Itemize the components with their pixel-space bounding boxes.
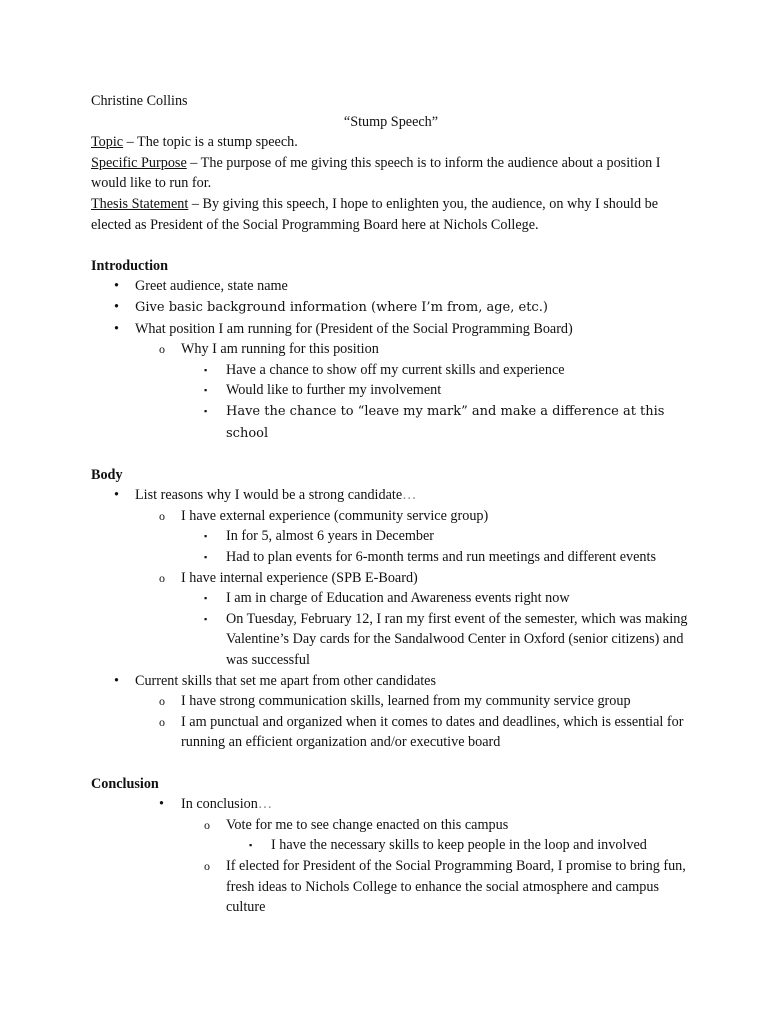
- bullet-icon: •: [114, 672, 119, 689]
- list-item: • In conclusion…: [91, 794, 691, 815]
- list-item: • List reasons why I would be a strong candidate…: [91, 485, 691, 506]
- introduction-heading: Introduction: [91, 257, 168, 274]
- document-content: [91, 91, 691, 918]
- topic-label: Topic: [91, 134, 124, 151]
- square-bullet-icon: ▪: [204, 593, 208, 604]
- introduction-list: [91, 276, 691, 444]
- list-item: ▪ Had to plan events for 6-month terms and run meetings and different events: [91, 547, 691, 568]
- thesis-label: Thesis Statement: [91, 195, 189, 212]
- list-item: o I have internal experience (SPB E-Board): [91, 568, 691, 589]
- list-item: ▪ Have a chance to show off my current skills and experience: [91, 360, 691, 381]
- author-name: Christine Collins: [91, 93, 188, 109]
- list-item: o I have strong communication skills, learned from my community service group: [91, 691, 691, 712]
- list-item: ▪ Have the chance to “leave my mark” and make a difference at this school: [91, 401, 691, 444]
- list-item: ▪ On Tuesday, February 12, I ran my first event of the semester, which was making Valentine’s Day cards for the Sandalwood Center in Oxford (senior citizens) and was successful: [204, 610, 688, 669]
- conclusion-list: [91, 794, 691, 918]
- square-bullet-icon: ▪: [204, 364, 208, 375]
- purpose-label: Specific Purpose: [91, 154, 187, 171]
- square-bullet-icon: ▪: [204, 385, 208, 396]
- list-item: • What position I am running for (President of the Social Programming Board): [91, 319, 691, 340]
- circle-bullet-icon: o: [159, 694, 165, 709]
- circle-bullet-icon: o: [204, 817, 210, 832]
- topic-text: – The topic is a stump speech.: [123, 134, 298, 151]
- bullet-icon: •: [114, 320, 119, 337]
- list-item: o I have external experience (community service group): [91, 506, 691, 527]
- list-item: ▪ In for 5, almost 6 years in December: [91, 526, 691, 547]
- thesis-line: [91, 194, 691, 235]
- list-item: o If elected for President of the Social Programming Board, I promise to bring fun, fresh ideas to Nichols College to enhance the social atmosphere and campus culture: [204, 857, 686, 916]
- list-item: • Greet audience, state name: [91, 276, 691, 297]
- circle-bullet-icon: o: [159, 508, 165, 523]
- purpose-text: – The purpose of me giving this speech is to inform the audience about a position I would like to run for.: [91, 154, 661, 192]
- thesis-text: – By giving this speech, I hope to enlighten you, the audience, on why I should be elected as President of the Social Programming Board here at Nichols College.: [91, 195, 659, 233]
- bullet-icon: •: [159, 796, 164, 813]
- bullet-icon: •: [114, 278, 119, 295]
- list-item: o I am punctual and organized when it comes to dates and deadlines, which is essential for running an efficient organization and/or executive board: [159, 713, 684, 751]
- bullet-icon: •: [114, 487, 119, 504]
- ellipsis: …: [257, 796, 273, 813]
- list-item: o Vote for me to see change enacted on this campus: [91, 815, 691, 836]
- list-item: • Give basic background information (where I’m from, age, etc.): [91, 297, 691, 319]
- list-item: ▪ Would like to further my involvement: [91, 380, 691, 401]
- square-bullet-icon: ▪: [204, 552, 208, 563]
- bullet-icon: •: [114, 298, 119, 315]
- square-bullet-icon: ▪: [204, 405, 208, 416]
- square-bullet-icon: ▪: [204, 613, 208, 624]
- list-item: ▪ I am in charge of Education and Awareness events right now: [91, 588, 691, 609]
- speech-title: “Stump Speech”: [343, 113, 439, 130]
- body-list: [91, 485, 691, 753]
- square-bullet-icon: ▪: [204, 531, 208, 542]
- list-item: ▪ I have the necessary skills to keep people in the loop and involved: [91, 835, 691, 856]
- ellipsis: …: [402, 487, 417, 504]
- topic-line: [91, 132, 691, 153]
- circle-bullet-icon: o: [204, 858, 210, 873]
- square-bullet-icon: ▪: [249, 840, 253, 851]
- purpose-line: [91, 153, 691, 194]
- conclusion-heading: Conclusion: [91, 775, 159, 792]
- circle-bullet-icon: o: [159, 570, 165, 585]
- list-item: o Why I am running for this position: [91, 339, 691, 360]
- circle-bullet-icon: o: [159, 714, 165, 729]
- list-item: • Current skills that set me apart from other candidates: [91, 671, 691, 692]
- body-heading: Body: [91, 466, 123, 483]
- circle-bullet-icon: o: [159, 342, 165, 357]
